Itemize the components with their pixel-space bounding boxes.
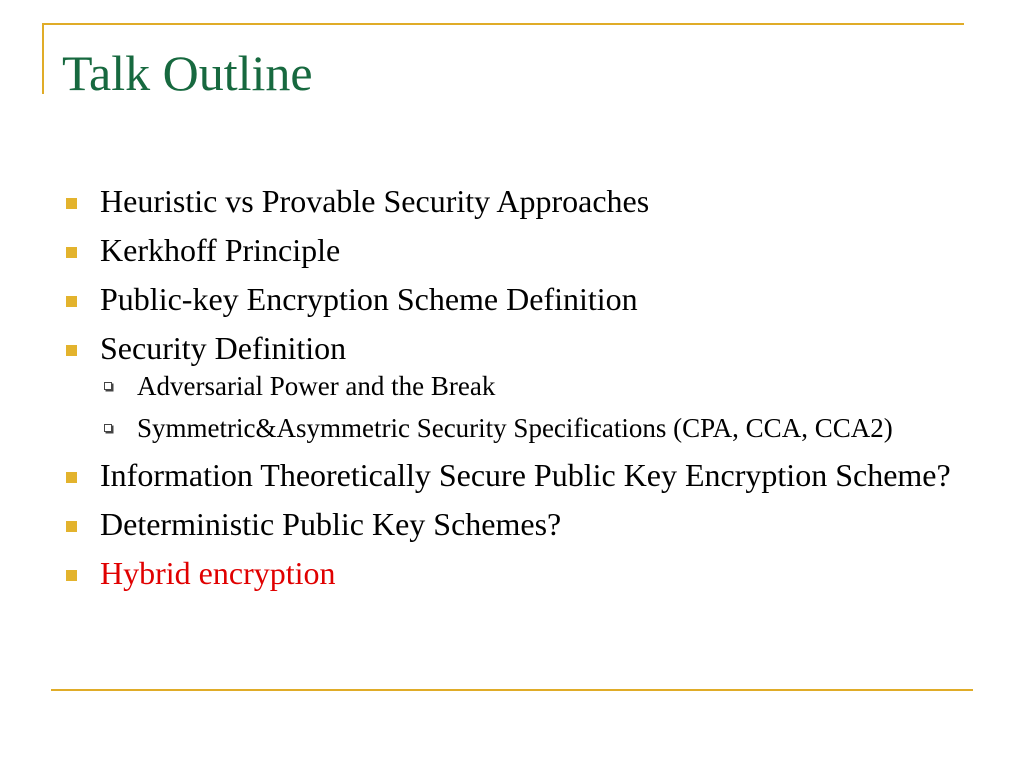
- square-bullet-icon: [66, 296, 77, 307]
- outline-item-text: Public-key Encryption Scheme Definition: [100, 281, 638, 317]
- outline-item: [0, 456, 1024, 494]
- slide-title: Talk Outline: [62, 45, 313, 101]
- frame-left-rule: [42, 23, 44, 94]
- square-bullet-icon: [66, 247, 77, 258]
- square-bullet-icon: [66, 198, 77, 209]
- outline-item-text: Security Definition: [100, 330, 347, 366]
- outline-list: [0, 182, 1024, 603]
- square-bullet-icon: [66, 570, 77, 581]
- square-bullet-icon: [66, 345, 77, 356]
- outline-subitem-text: Symmetric&Asymmetric Security Specifications (CPA, CCA, CCA2): [137, 413, 893, 443]
- outline-subitem: [100, 411, 964, 445]
- outline-item-text: Information Theoretically Secure Public Key Encryption Scheme?: [100, 457, 951, 493]
- hollow-square-bullet-icon: [104, 424, 112, 432]
- outline-item: [0, 182, 1024, 220]
- outline-item: [0, 505, 1024, 543]
- outline-sublist: [100, 369, 964, 445]
- hollow-square-bullet-icon: [104, 382, 112, 390]
- outline-item-text: Hybrid encryption: [100, 555, 336, 591]
- outline-item-text: Kerkhoff Principle: [100, 232, 341, 268]
- outline-item: [0, 231, 1024, 269]
- frame-bottom-rule: [51, 689, 973, 691]
- outline-subitem: [100, 369, 964, 403]
- outline-subitem-text: Adversarial Power and the Break: [137, 371, 496, 401]
- outline-item-text: Heuristic vs Provable Security Approaches: [100, 183, 650, 219]
- outline-item: [0, 280, 1024, 318]
- square-bullet-icon: [66, 521, 77, 532]
- square-bullet-icon: [66, 472, 77, 483]
- outline-item-highlighted: [0, 554, 1024, 592]
- outline-item: [0, 329, 1024, 445]
- frame-top-rule: [42, 23, 964, 25]
- outline-item-text: Deterministic Public Key Schemes?: [100, 506, 562, 542]
